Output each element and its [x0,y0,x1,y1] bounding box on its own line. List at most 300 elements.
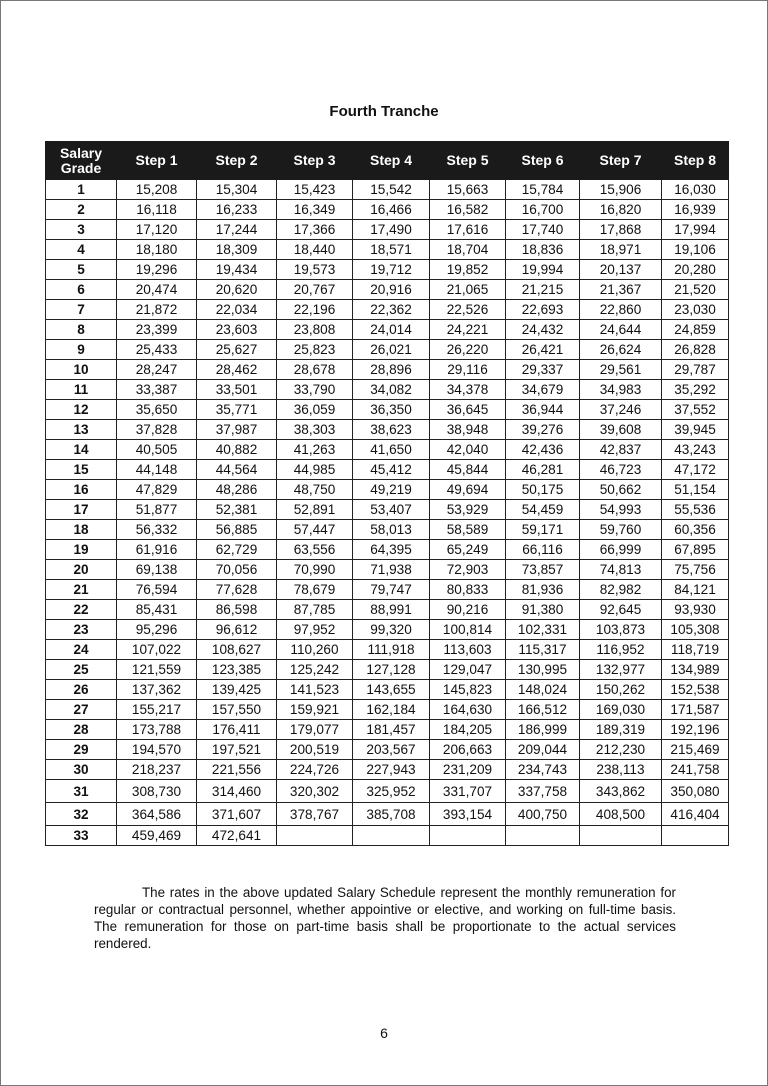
salary-step-1-cell: 40,505 [117,440,197,460]
salary-step-8-cell: 16,030 [662,180,729,200]
salary-step-1-cell: 23,399 [117,320,197,340]
salary-step-4-cell: 36,350 [353,400,430,420]
salary-grade-cell: 20 [46,560,117,580]
salary-step-1-cell: 35,650 [117,400,197,420]
salary-step-2-cell: 472,641 [197,826,277,846]
salary-step-5-cell: 331,707 [430,780,506,803]
salary-step-2-cell: 48,286 [197,480,277,500]
salary-step-8-cell: 350,080 [662,780,729,803]
salary-step-5-cell: 80,833 [430,580,506,600]
salary-step-5-cell: 34,378 [430,380,506,400]
table-row [46,460,729,480]
salary-step-6-cell: 209,044 [506,740,580,760]
salary-step-4-cell: 41,650 [353,440,430,460]
salary-step-8-cell: 67,895 [662,540,729,560]
table-row [46,240,729,260]
salary-step-4-cell: 38,623 [353,420,430,440]
salary-step-2-cell: 108,627 [197,640,277,660]
salary-step-3-cell: 38,303 [277,420,353,440]
salary-step-2-cell: 25,627 [197,340,277,360]
salary-step-1-cell: 173,788 [117,720,197,740]
salary-step-7-cell: 82,982 [580,580,662,600]
salary-step-7-cell: 16,820 [580,200,662,220]
salary-step-2-cell: 77,628 [197,580,277,600]
salary-step-2-cell: 40,882 [197,440,277,460]
salary-step-7-cell: 15,906 [580,180,662,200]
salary-step-8-cell: 24,859 [662,320,729,340]
salary-step-6-cell: 34,679 [506,380,580,400]
table-row [46,826,729,846]
salary-step-6-cell: 166,512 [506,700,580,720]
salary-step-2-cell: 70,056 [197,560,277,580]
salary-step-2-cell: 52,381 [197,500,277,520]
salary-step-6-cell: 73,857 [506,560,580,580]
salary-step-4-cell: 385,708 [353,803,430,826]
salary-step-2-cell: 123,385 [197,660,277,680]
salary-step-5-cell: 206,663 [430,740,506,760]
salary-step-4-cell: 15,542 [353,180,430,200]
salary-step-7-cell: 26,624 [580,340,662,360]
salary-step-6-cell: 19,994 [506,260,580,280]
salary-step-8-cell: 47,172 [662,460,729,480]
table-row [46,320,729,340]
salary-step-8-cell: 55,536 [662,500,729,520]
header-step-8: Step 8 [662,142,729,180]
table-row [46,260,729,280]
salary-step-1-cell: 37,828 [117,420,197,440]
salary-step-1-cell: 51,877 [117,500,197,520]
salary-step-2-cell: 20,620 [197,280,277,300]
header-step-7: Step 7 [580,142,662,180]
salary-step-4-cell: 20,916 [353,280,430,300]
salary-step-7-cell: 24,644 [580,320,662,340]
salary-step-8-cell: 35,292 [662,380,729,400]
salary-step-1-cell: 19,296 [117,260,197,280]
salary-step-2-cell: 17,244 [197,220,277,240]
table-row [46,440,729,460]
salary-step-8-cell: 20,280 [662,260,729,280]
salary-grade-cell: 6 [46,280,117,300]
page-title: Fourth Tranche [329,103,439,120]
salary-step-3-cell: 52,891 [277,500,353,520]
salary-step-1-cell: 95,296 [117,620,197,640]
table-row [46,720,729,740]
salary-step-4-cell: 24,014 [353,320,430,340]
salary-step-1-cell: 21,872 [117,300,197,320]
salary-step-8-cell: 118,719 [662,640,729,660]
salary-grade-cell: 15 [46,460,117,480]
salary-step-2-cell: 221,556 [197,760,277,780]
salary-step-5-cell: 231,209 [430,760,506,780]
salary-step-2-cell: 33,501 [197,380,277,400]
salary-step-3-cell: 33,790 [277,380,353,400]
salary-step-1-cell: 155,217 [117,700,197,720]
salary-step-7-cell: 92,645 [580,600,662,620]
salary-step-8-cell: 93,930 [662,600,729,620]
salary-step-7-cell: 238,113 [580,760,662,780]
salary-step-7-cell: 189,319 [580,720,662,740]
table-row [46,680,729,700]
salary-step-2-cell: 314,460 [197,780,277,803]
header-step-6: Step 6 [506,142,580,180]
salary-step-6-cell: 59,171 [506,520,580,540]
salary-step-6-cell: 29,337 [506,360,580,380]
salary-step-8-cell: 21,520 [662,280,729,300]
salary-step-7-cell: 20,137 [580,260,662,280]
header-step-2: Step 2 [197,142,277,180]
salary-step-8-cell: 84,121 [662,580,729,600]
salary-step-6-cell [506,826,580,846]
table-row [46,580,729,600]
salary-step-6-cell: 36,944 [506,400,580,420]
salary-grade-cell: 19 [46,540,117,560]
salary-step-3-cell: 97,952 [277,620,353,640]
header-step-5: Step 5 [430,142,506,180]
table-row [46,300,729,320]
salary-step-4-cell: 49,219 [353,480,430,500]
salary-step-7-cell: 343,862 [580,780,662,803]
salary-grade-cell: 9 [46,340,117,360]
salary-step-3-cell: 22,196 [277,300,353,320]
salary-step-3-cell: 224,726 [277,760,353,780]
salary-step-5-cell: 45,844 [430,460,506,480]
salary-step-2-cell: 37,987 [197,420,277,440]
salary-step-8-cell: 75,756 [662,560,729,580]
salary-step-7-cell: 37,246 [580,400,662,420]
salary-step-6-cell: 81,936 [506,580,580,600]
salary-step-3-cell: 17,366 [277,220,353,240]
salary-step-2-cell: 44,564 [197,460,277,480]
salary-step-3-cell: 41,263 [277,440,353,460]
table-body [46,180,729,846]
salary-step-6-cell: 15,784 [506,180,580,200]
salary-step-3-cell: 70,990 [277,560,353,580]
salary-step-6-cell: 66,116 [506,540,580,560]
table-row [46,600,729,620]
header-salary-grade: Salary Grade [46,142,117,180]
salary-step-6-cell: 115,317 [506,640,580,660]
table-row [46,540,729,560]
salary-step-8-cell: 171,587 [662,700,729,720]
salary-step-7-cell: 34,983 [580,380,662,400]
salary-step-3-cell: 16,349 [277,200,353,220]
salary-step-1-cell: 121,559 [117,660,197,680]
salary-step-1-cell: 44,148 [117,460,197,480]
salary-step-3-cell: 159,921 [277,700,353,720]
salary-step-3-cell: 378,767 [277,803,353,826]
salary-step-8-cell: 39,945 [662,420,729,440]
salary-step-6-cell: 130,995 [506,660,580,680]
salary-step-1-cell: 364,586 [117,803,197,826]
salary-grade-cell: 27 [46,700,117,720]
salary-step-1-cell: 107,022 [117,640,197,660]
salary-step-1-cell: 308,730 [117,780,197,803]
salary-step-5-cell: 24,221 [430,320,506,340]
salary-step-2-cell: 176,411 [197,720,277,740]
salary-step-2-cell: 157,550 [197,700,277,720]
salary-step-1-cell: 28,247 [117,360,197,380]
salary-step-1-cell: 47,829 [117,480,197,500]
salary-step-6-cell: 18,836 [506,240,580,260]
salary-step-8-cell: 29,787 [662,360,729,380]
salary-step-4-cell: 99,320 [353,620,430,640]
salary-step-6-cell: 102,331 [506,620,580,640]
salary-step-4-cell: 127,128 [353,660,430,680]
salary-grade-cell: 11 [46,380,117,400]
salary-step-4-cell: 111,918 [353,640,430,660]
salary-step-3-cell: 15,423 [277,180,353,200]
salary-step-7-cell [580,826,662,846]
salary-step-8-cell: 37,552 [662,400,729,420]
salary-step-2-cell: 56,885 [197,520,277,540]
salary-grade-cell: 2 [46,200,117,220]
salary-grade-cell: 14 [46,440,117,460]
salary-step-5-cell: 58,589 [430,520,506,540]
salary-step-8-cell: 134,989 [662,660,729,680]
salary-step-5-cell: 53,929 [430,500,506,520]
salary-step-3-cell: 28,678 [277,360,353,380]
salary-step-4-cell: 34,082 [353,380,430,400]
salary-step-1-cell: 459,469 [117,826,197,846]
salary-step-5-cell [430,826,506,846]
salary-step-5-cell: 26,220 [430,340,506,360]
salary-step-7-cell: 22,860 [580,300,662,320]
salary-step-2-cell: 35,771 [197,400,277,420]
salary-step-4-cell: 79,747 [353,580,430,600]
salary-step-4-cell: 18,571 [353,240,430,260]
salary-step-8-cell: 19,106 [662,240,729,260]
salary-step-2-cell: 96,612 [197,620,277,640]
table-row [46,400,729,420]
salary-step-3-cell: 78,679 [277,580,353,600]
salary-step-5-cell: 17,616 [430,220,506,240]
salary-step-2-cell: 86,598 [197,600,277,620]
salary-step-1-cell: 15,208 [117,180,197,200]
salary-step-5-cell: 18,704 [430,240,506,260]
salary-step-6-cell: 46,281 [506,460,580,480]
salary-grade-cell: 30 [46,760,117,780]
header-step-4: Step 4 [353,142,430,180]
salary-grade-cell: 8 [46,320,117,340]
salary-step-3-cell: 179,077 [277,720,353,740]
salary-grade-cell: 24 [46,640,117,660]
salary-step-1-cell: 194,570 [117,740,197,760]
salary-step-7-cell: 29,561 [580,360,662,380]
salary-step-6-cell: 148,024 [506,680,580,700]
salary-step-1-cell: 18,180 [117,240,197,260]
salary-step-7-cell: 150,262 [580,680,662,700]
salary-step-7-cell: 54,993 [580,500,662,520]
salary-step-3-cell: 141,523 [277,680,353,700]
table-row [46,620,729,640]
salary-step-4-cell: 45,412 [353,460,430,480]
salary-step-4-cell: 181,457 [353,720,430,740]
salary-step-8-cell: 241,758 [662,760,729,780]
salary-step-3-cell: 57,447 [277,520,353,540]
table-header-row [46,142,729,180]
salary-step-1-cell: 20,474 [117,280,197,300]
salary-step-7-cell: 103,873 [580,620,662,640]
salary-step-2-cell: 62,729 [197,540,277,560]
salary-step-6-cell: 186,999 [506,720,580,740]
salary-grade-cell: 1 [46,180,117,200]
table-row [46,560,729,580]
salary-step-4-cell: 143,655 [353,680,430,700]
salary-step-8-cell: 215,469 [662,740,729,760]
salary-grade-cell: 21 [46,580,117,600]
salary-step-4-cell: 22,362 [353,300,430,320]
table-row [46,420,729,440]
salary-step-6-cell: 26,421 [506,340,580,360]
table-row [46,700,729,720]
salary-step-5-cell: 72,903 [430,560,506,580]
salary-step-6-cell: 337,758 [506,780,580,803]
salary-step-1-cell: 61,916 [117,540,197,560]
salary-step-6-cell: 54,459 [506,500,580,520]
salary-step-1-cell: 85,431 [117,600,197,620]
salary-step-4-cell: 58,013 [353,520,430,540]
salary-step-7-cell: 18,971 [580,240,662,260]
salary-step-7-cell: 59,760 [580,520,662,540]
salary-step-8-cell: 105,308 [662,620,729,640]
salary-grade-cell: 16 [46,480,117,500]
table-row [46,200,729,220]
salary-step-3-cell: 23,808 [277,320,353,340]
salary-step-7-cell: 66,999 [580,540,662,560]
salary-step-8-cell: 16,939 [662,200,729,220]
salary-step-2-cell: 139,425 [197,680,277,700]
salary-step-4-cell: 203,567 [353,740,430,760]
salary-grade-cell: 26 [46,680,117,700]
salary-step-5-cell: 29,116 [430,360,506,380]
salary-step-2-cell: 16,233 [197,200,277,220]
salary-step-8-cell: 192,196 [662,720,729,740]
salary-step-4-cell [353,826,430,846]
table-row [46,380,729,400]
salary-grade-cell: 17 [46,500,117,520]
header-step-3: Step 3 [277,142,353,180]
salary-step-3-cell: 320,302 [277,780,353,803]
salary-step-4-cell: 64,395 [353,540,430,560]
salary-step-3-cell: 44,985 [277,460,353,480]
table-row [46,220,729,240]
note-text: The rates in the above updated Salary Schedule represent the monthly remuneration for regular or contractual personnel, whether appointive or elective, and working on full-time basis. The remuneration for those on part-time basis shall be proportionate to the actual services rendered. [94,885,676,951]
salary-step-4-cell: 17,490 [353,220,430,240]
salary-step-4-cell: 19,712 [353,260,430,280]
salary-step-5-cell: 49,694 [430,480,506,500]
salary-step-1-cell: 76,594 [117,580,197,600]
salary-step-3-cell: 125,242 [277,660,353,680]
salary-step-3-cell: 200,519 [277,740,353,760]
salary-step-5-cell: 129,047 [430,660,506,680]
salary-step-2-cell: 15,304 [197,180,277,200]
salary-step-4-cell: 71,938 [353,560,430,580]
salary-step-5-cell: 36,645 [430,400,506,420]
salary-step-2-cell: 28,462 [197,360,277,380]
salary-step-1-cell: 218,237 [117,760,197,780]
salary-step-8-cell: 416,404 [662,803,729,826]
salary-step-1-cell: 56,332 [117,520,197,540]
salary-step-1-cell: 16,118 [117,200,197,220]
salary-step-4-cell: 227,943 [353,760,430,780]
salary-step-1-cell: 25,433 [117,340,197,360]
salary-grade-cell: 10 [46,360,117,380]
salary-step-4-cell: 88,991 [353,600,430,620]
salary-step-6-cell: 17,740 [506,220,580,240]
table-row [46,780,729,803]
salary-step-6-cell: 234,743 [506,760,580,780]
salary-grade-cell: 25 [46,660,117,680]
salary-step-5-cell: 113,603 [430,640,506,660]
salary-step-3-cell: 18,440 [277,240,353,260]
salary-step-6-cell: 22,693 [506,300,580,320]
salary-step-5-cell: 15,663 [430,180,506,200]
salary-step-7-cell: 39,608 [580,420,662,440]
salary-step-6-cell: 42,436 [506,440,580,460]
salary-step-7-cell: 17,868 [580,220,662,240]
salary-step-3-cell: 48,750 [277,480,353,500]
salary-step-5-cell: 42,040 [430,440,506,460]
salary-step-5-cell: 16,582 [430,200,506,220]
salary-step-2-cell: 197,521 [197,740,277,760]
salary-grade-cell: 13 [46,420,117,440]
salary-step-8-cell: 43,243 [662,440,729,460]
salary-step-2-cell: 19,434 [197,260,277,280]
salary-step-1-cell: 137,362 [117,680,197,700]
salary-step-6-cell: 39,276 [506,420,580,440]
salary-step-5-cell: 184,205 [430,720,506,740]
table-row [46,500,729,520]
salary-step-3-cell: 25,823 [277,340,353,360]
salary-step-8-cell: 23,030 [662,300,729,320]
salary-step-3-cell: 19,573 [277,260,353,280]
note-paragraph [94,884,676,952]
salary-step-1-cell: 33,387 [117,380,197,400]
salary-step-2-cell: 23,603 [197,320,277,340]
salary-step-5-cell: 90,216 [430,600,506,620]
table-row [46,360,729,380]
table-row [46,803,729,826]
salary-grade-cell: 31 [46,780,117,803]
salary-step-5-cell: 21,065 [430,280,506,300]
salary-step-3-cell: 87,785 [277,600,353,620]
salary-grade-cell: 12 [46,400,117,420]
salary-step-3-cell: 20,767 [277,280,353,300]
salary-grade-cell: 18 [46,520,117,540]
salary-step-3-cell: 36,059 [277,400,353,420]
salary-step-6-cell: 400,750 [506,803,580,826]
table-row [46,280,729,300]
table-row [46,480,729,500]
salary-grade-cell: 33 [46,826,117,846]
salary-grade-cell: 22 [46,600,117,620]
salary-step-7-cell: 212,230 [580,740,662,760]
salary-step-6-cell: 24,432 [506,320,580,340]
salary-step-3-cell: 110,260 [277,640,353,660]
salary-grade-cell: 28 [46,720,117,740]
salary-step-4-cell: 53,407 [353,500,430,520]
salary-step-5-cell: 22,526 [430,300,506,320]
salary-step-8-cell: 152,538 [662,680,729,700]
salary-step-6-cell: 50,175 [506,480,580,500]
salary-step-7-cell: 116,952 [580,640,662,660]
salary-step-5-cell: 145,823 [430,680,506,700]
salary-step-8-cell: 26,828 [662,340,729,360]
salary-step-7-cell: 46,723 [580,460,662,480]
salary-step-2-cell: 18,309 [197,240,277,260]
salary-step-4-cell: 26,021 [353,340,430,360]
table-row [46,740,729,760]
